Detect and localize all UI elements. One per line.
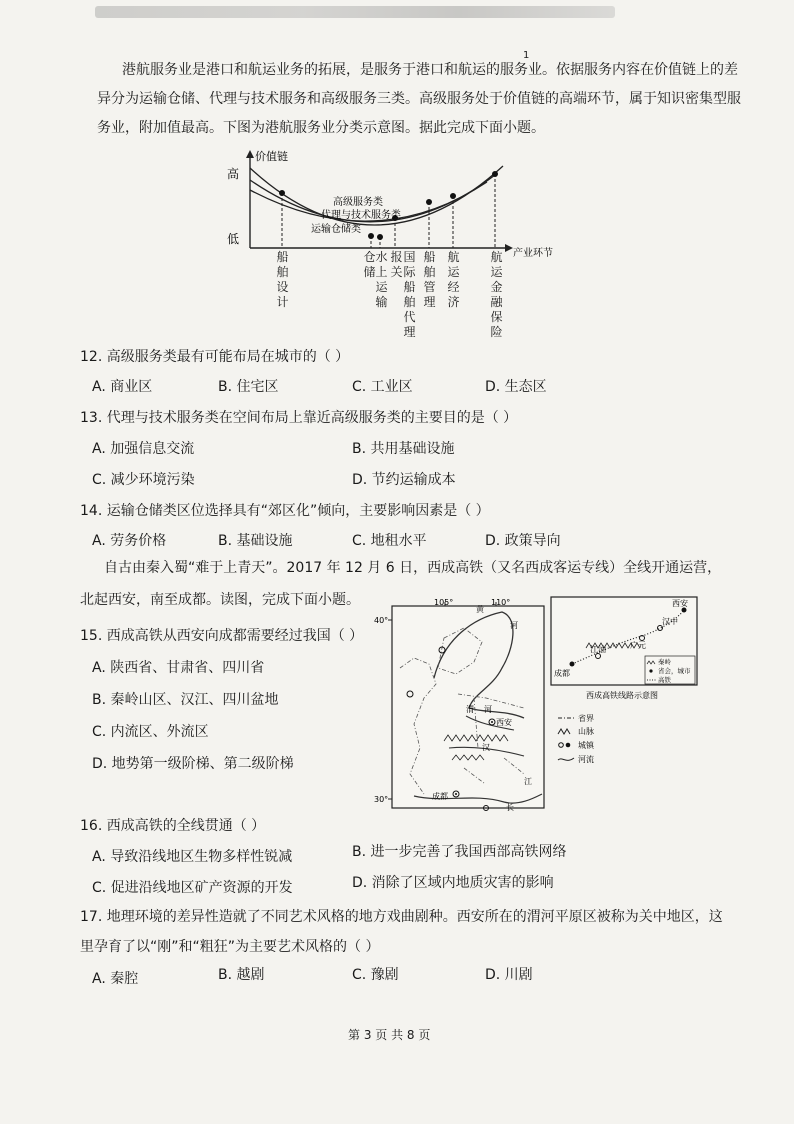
q15-option-c[interactable]: C. 内流区、外流区 [92,724,209,740]
legend-river-icon [558,758,574,760]
scan-header-smudge [95,6,615,18]
map-legend [556,712,626,768]
map-label-chang: 长 [506,803,514,812]
inset-legend-rail: 高铁 [658,676,671,684]
map-label-wei: 渭 [466,705,474,714]
q15-option-a[interactable]: A. 陕西省、甘肃省、四川省 [92,660,265,676]
dot-cangchu [368,233,374,239]
inset-label-xian: 西安 [672,599,688,608]
inset-route-map [550,596,698,704]
xlabel-hangyunjingji: 航运经济 [447,250,460,309]
dot-hangyunjinrong [492,171,498,177]
q17-option-d[interactable]: D. 川剧 [485,967,533,983]
curve-label-storage: 运输仓储类 [311,224,361,235]
map-label-xian: 西安 [496,718,512,727]
passage1-line2: 异分为运输仓储、代理与技术服务和高级服务三类。高级服务处于价值链的高端环节，属于知识密集型服 [97,91,741,107]
curve-label-agency: 代理与技术服务类 [321,210,401,221]
inset-city-chengdu [570,662,575,667]
q15-option-b[interactable]: B. 秦岭山区、汉江、四川盆地 [92,692,279,708]
q16-option-c[interactable]: C. 促进沿线地区矿产资源的开发 [92,880,293,896]
q12-option-a[interactable]: A. 商业区 [92,379,153,395]
value-chain-figure [225,148,585,258]
q15-option-d[interactable]: D. 地势第一级阶梯、第二级阶梯 [92,756,294,772]
dot-chuanboguanli [426,199,432,205]
map-label-han: 汉 [482,743,490,752]
inset-label-hanzhong: 汉中 [662,617,678,626]
q12-option-c[interactable]: C. 工业区 [352,379,413,395]
q16-stem: 16. 西成高铁的全线贯通（ ） [80,818,266,834]
dot-chuanbosheji [279,190,285,196]
q17-stem-line2: 里孕育了以“刚”和“粗狂”为主要艺术风格的（ ） [80,939,380,955]
map-label-jiang: 江 [524,777,532,786]
xlabel-cangchu: 仓储 [363,250,376,279]
passage2-line2: 北起西安，南至成都。读图，完成下面小题。 [80,592,360,608]
q14-option-d[interactable]: D. 政策导向 [485,533,561,549]
q12-option-d[interactable]: D. 生态区 [485,379,547,395]
page-mark: 1 [523,50,530,61]
y-axis-title: 价值链 [255,150,288,163]
x-axis-title: 产业环节 [513,248,553,258]
lon-110-label: 110° [491,598,511,607]
q16-option-a[interactable]: A. 导致沿线地区生物多样性锐减 [92,849,293,865]
legend-city-icon-2 [566,743,571,748]
q13-option-d[interactable]: D. 节约运输成本 [352,472,456,488]
legend-city-icon [559,743,564,748]
q16-option-d[interactable]: D. 消除了区域内地质灾害的影响 [352,875,554,891]
curve-label-advanced: 高级服务类 [333,197,383,208]
x-axis-arrow [505,244,513,252]
xlabel-chuanbosheji: 船舶设计 [276,250,289,309]
xlabel-guojichuanbodaili: 国际船舶代理 [403,250,416,339]
inset-label-guangyuan: 广元 [630,641,646,650]
xlabel-hangyunjinrongbaoxian: 航运金融保险 [490,250,503,339]
passage2-line1: 自古由秦入蜀“难于上青天”。2017 年 12 月 6 日，西成高铁（又名西成客运专线）全线开通运营， [104,560,722,576]
inset-label-jiangyou: 江油 [590,645,606,654]
xlabel-baoguan: 报关 [390,250,403,279]
q14-option-b[interactable]: B. 基础设施 [218,533,293,549]
lat-40-label: 40° [374,616,389,625]
q15-stem: 15. 西成高铁从西安向成都需要经过我国（ ） [80,628,364,644]
y-low-label: 低 [227,232,240,246]
xlabel-shuishangyunshu: 水上运输 [375,250,388,309]
inset-label-chengdu: 成都 [554,669,570,678]
q17-option-a[interactable]: A. 秦腔 [92,971,139,987]
legend-city-label: 城镇 [578,741,594,750]
q14-option-a[interactable]: A. 劳务价格 [92,533,167,549]
legend-river-label: 河流 [578,755,594,764]
map-label-he2: 河 [484,705,492,714]
q17-option-c[interactable]: C. 豫剧 [352,967,399,983]
map-label-he: 河 [510,621,518,630]
dot-hangyunjingji [450,193,456,199]
map-label-chengdu: 成都 [432,792,448,801]
lon-105-label: 105° [434,598,454,607]
page-footer: 第 3 页 共 8 页 [348,1028,431,1042]
inset-legend-city-icon [649,669,652,672]
inset-caption: 西成高铁线路示意图 [586,691,658,700]
legend-mountain-label: 山脉 [578,727,594,736]
lat-30-label: 30° [374,795,389,804]
q17-stem-line1: 17. 地理环境的差异性造就了不同艺术风格的地方戏曲剧种。西安所在的渭河平原区被称为关中地区，这 [80,909,723,925]
y-high-label: 高 [227,167,240,181]
legend-border-label: 省界 [578,714,594,723]
legend-mountain-icon [558,729,570,734]
q16-option-b[interactable]: B. 进一步完善了我国西部高铁网络 [352,844,567,860]
q13-option-b[interactable]: B. 共用基础设施 [352,441,455,457]
dot-shuishang [377,234,383,240]
map-label-huang: 黄 [476,605,484,614]
passage1-line1: 港航服务业是港口和航运业务的拓展，是服务于港口和航运的服务业。依据服务内容在价值链上的差 [122,62,738,78]
y-axis-arrow [246,150,254,158]
inset-legend-mountain: 秦岭 [658,658,671,666]
inset-legend-city: 省会，城市 [658,667,691,675]
q17-option-b[interactable]: B. 越剧 [218,967,265,983]
passage1-line3: 务业，附加值最高。下图为港航服务业分类示意图。据此完成下面小题。 [97,120,545,136]
q12-stem: 12. 高级服务类最有可能布局在城市的（ ） [80,349,350,365]
q12-option-b[interactable]: B. 住宅区 [218,379,279,395]
q13-option-a[interactable]: A. 加强信息交流 [92,441,195,457]
q14-option-c[interactable]: C. 地租水平 [352,533,427,549]
q13-stem: 13. 代理与技术服务类在空间布局上靠近高级服务类的主要目的是（ ） [80,410,518,426]
regional-map [374,598,548,816]
xlabel-chuanboguanli: 船舶管理 [423,250,436,309]
q13-option-c[interactable]: C. 减少环境污染 [92,472,195,488]
inset-city-xian [682,608,687,613]
q14-stem: 14. 运输仓储类区位选择具有“郊区化”倾向，主要影响因素是（ ） [80,503,490,519]
